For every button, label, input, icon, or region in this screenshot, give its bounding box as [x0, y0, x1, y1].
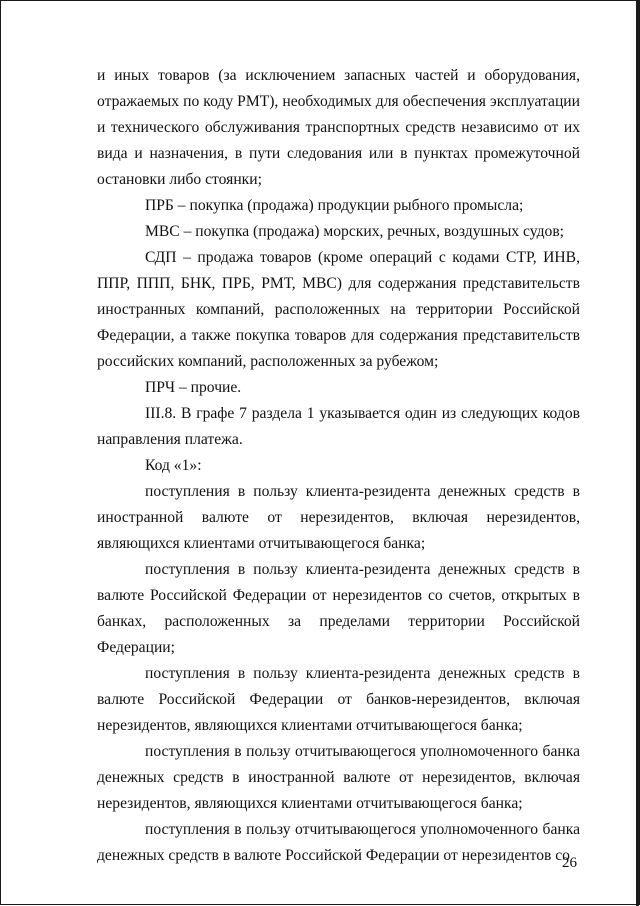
- paragraph-code-prb: ПРБ – покупка (продажа) продукции рыбного промысла;: [145, 197, 524, 214]
- paragraph-code-sdp: СДП – продажа товаров (кроме операций с кодами СТР, ИНВ, ППР, ППП, БНК, ПРБ, РМТ, МВС) для содержания представительств иностранных компаний, расположенных на территории Российской Федерации, а также покупка товаров для содержания представительств российских компаний, расположенных за рубежом;: [97, 249, 580, 370]
- paragraph-code-prch: ПРЧ – прочие.: [145, 379, 242, 396]
- paragraph-bank-receipts-foreign-currency: поступления в пользу отчитывающегося уполномоченного банка денежных средств в иностранной валюте от нерезидентов, включая нерезидентов, являющихся клиентами отчитывающегося банка;: [97, 743, 580, 812]
- paragraph-goods-continuation: и иных товаров (за исключением запасных частей и оборудования, отражаемых по коду РМТ), необходимых для обеспечения эксплуатации и технического обслуживания транспортных средств независимо от их вида и назначения, в пути следования или в пунктах промежуточной остановки либо стоянки;: [97, 67, 580, 188]
- paragraph-receipts-rub-foreign-accounts: поступления в пользу клиента-резидента денежных средств в валюте Российской Федерации от нерезидентов со счетов, открытых в банках, расположенных за пределами территории Российской Федерации;: [97, 561, 580, 656]
- paragraph-code-1-heading: Код «1»:: [145, 457, 202, 474]
- paragraph-code-mvs: МВС – покупка (продажа) морских, речных, воздушных судов;: [145, 223, 565, 240]
- page-number: 26: [562, 855, 577, 871]
- page-edge-right: [636, 1, 639, 906]
- paragraph-receipts-foreign-currency: поступления в пользу клиента-резидента денежных средств в иностранной валюте от нерезидентов, включая нерезидентов, являющихся клиентами отчитывающегося банка;: [97, 483, 580, 552]
- paragraph-section-iii8: III.8. В графе 7 раздела 1 указывается один из следующих кодов направления платежа.: [97, 405, 580, 448]
- paragraph-bank-receipts-rub: поступления в пользу отчитывающегося уполномоченного банка денежных средств в валюте Российской Федерации от нерезидентов со: [97, 821, 580, 864]
- paragraph-receipts-rub-nonresident-banks: поступления в пользу клиента-резидента денежных средств в валюте Российской Федерации от банков-нерезидентов, включая нерезидентов, являющихся клиентами отчитывающегося банка;: [97, 665, 580, 734]
- page-body: [97, 63, 580, 869]
